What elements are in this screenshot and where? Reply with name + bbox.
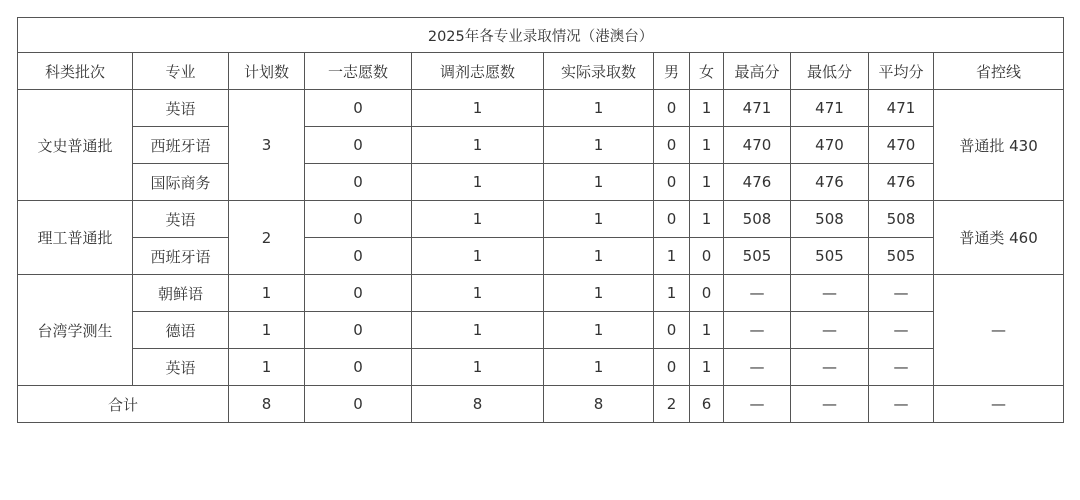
major-cell: 西班牙语 bbox=[133, 238, 229, 275]
avg-score-cell: 476 bbox=[869, 164, 934, 201]
male-cell: 0 bbox=[654, 312, 690, 349]
first-choice-cell: 0 bbox=[305, 90, 412, 127]
male-cell: 1 bbox=[654, 275, 690, 312]
adjusted-cell: 1 bbox=[412, 164, 544, 201]
female-cell: 0 bbox=[690, 238, 724, 275]
column-header: 计划数 bbox=[229, 53, 305, 90]
table-body bbox=[18, 18, 1064, 423]
total-control-line-cell: — bbox=[934, 386, 1064, 423]
avg-score-cell: — bbox=[869, 349, 934, 386]
adjusted-cell: 1 bbox=[412, 275, 544, 312]
column-header: 实际录取数 bbox=[544, 53, 654, 90]
first-choice-cell: 0 bbox=[305, 312, 412, 349]
control-line-cell: — bbox=[934, 275, 1064, 386]
male-cell: 0 bbox=[654, 164, 690, 201]
column-header: 平均分 bbox=[869, 53, 934, 90]
category-cell: 文史普通批 bbox=[18, 90, 133, 201]
avg-score-cell: — bbox=[869, 275, 934, 312]
avg-score-cell: 508 bbox=[869, 201, 934, 238]
min-score-cell: — bbox=[791, 312, 869, 349]
column-header: 男 bbox=[654, 53, 690, 90]
adjusted-cell: 1 bbox=[412, 127, 544, 164]
table-row bbox=[18, 201, 1064, 238]
adjusted-cell: 1 bbox=[412, 201, 544, 238]
max-score-cell: — bbox=[724, 312, 791, 349]
male-cell: 1 bbox=[654, 238, 690, 275]
table-title: 2025年各专业录取情况（港澳台） bbox=[18, 18, 1064, 53]
total-max-cell: — bbox=[724, 386, 791, 423]
major-cell: 德语 bbox=[133, 312, 229, 349]
table-row bbox=[18, 349, 1064, 386]
column-header: 女 bbox=[690, 53, 724, 90]
category-cell: 理工普通批 bbox=[18, 201, 133, 275]
avg-score-cell: 471 bbox=[869, 90, 934, 127]
max-score-cell: — bbox=[724, 349, 791, 386]
female-cell: 1 bbox=[690, 90, 724, 127]
admitted-cell: 1 bbox=[544, 201, 654, 238]
title-row bbox=[18, 18, 1064, 53]
total-avg-cell: — bbox=[869, 386, 934, 423]
adjusted-cell: 1 bbox=[412, 349, 544, 386]
total-row bbox=[18, 386, 1064, 423]
male-cell: 0 bbox=[654, 127, 690, 164]
max-score-cell: 508 bbox=[724, 201, 791, 238]
total-label-cell: 合计 bbox=[18, 386, 229, 423]
column-header: 省控线 bbox=[934, 53, 1064, 90]
plan-cell: 1 bbox=[229, 349, 305, 386]
female-cell: 1 bbox=[690, 312, 724, 349]
total-female-cell: 6 bbox=[690, 386, 724, 423]
table-row bbox=[18, 90, 1064, 127]
first-choice-cell: 0 bbox=[305, 164, 412, 201]
admitted-cell: 1 bbox=[544, 349, 654, 386]
header-row bbox=[18, 53, 1064, 90]
control-line-cell: 普通类 460 bbox=[934, 201, 1064, 275]
first-choice-cell: 0 bbox=[305, 238, 412, 275]
column-header: 最高分 bbox=[724, 53, 791, 90]
female-cell: 1 bbox=[690, 164, 724, 201]
major-cell: 英语 bbox=[133, 349, 229, 386]
major-cell: 西班牙语 bbox=[133, 127, 229, 164]
min-score-cell: 476 bbox=[791, 164, 869, 201]
major-cell: 英语 bbox=[133, 201, 229, 238]
admitted-cell: 1 bbox=[544, 312, 654, 349]
min-score-cell: 508 bbox=[791, 201, 869, 238]
column-header: 科类批次 bbox=[18, 53, 133, 90]
min-score-cell: 470 bbox=[791, 127, 869, 164]
category-cell: 台湾学测生 bbox=[18, 275, 133, 386]
min-score-cell: — bbox=[791, 275, 869, 312]
min-score-cell: 471 bbox=[791, 90, 869, 127]
total-male-cell: 2 bbox=[654, 386, 690, 423]
max-score-cell: 476 bbox=[724, 164, 791, 201]
column-header: 专业 bbox=[133, 53, 229, 90]
first-choice-cell: 0 bbox=[305, 275, 412, 312]
male-cell: 0 bbox=[654, 90, 690, 127]
female-cell: 1 bbox=[690, 201, 724, 238]
avg-score-cell: 505 bbox=[869, 238, 934, 275]
max-score-cell: — bbox=[724, 275, 791, 312]
max-score-cell: 505 bbox=[724, 238, 791, 275]
female-cell: 1 bbox=[690, 127, 724, 164]
first-choice-cell: 0 bbox=[305, 201, 412, 238]
total-first-choice-cell: 0 bbox=[305, 386, 412, 423]
adjusted-cell: 1 bbox=[412, 312, 544, 349]
male-cell: 0 bbox=[654, 201, 690, 238]
plan-cell: 1 bbox=[229, 312, 305, 349]
table-row bbox=[18, 127, 1064, 164]
plan-cell: 1 bbox=[229, 275, 305, 312]
avg-score-cell: 470 bbox=[869, 127, 934, 164]
admissions-table bbox=[17, 17, 1064, 423]
table-row bbox=[18, 238, 1064, 275]
female-cell: 0 bbox=[690, 275, 724, 312]
total-min-cell: — bbox=[791, 386, 869, 423]
total-adjusted-cell: 8 bbox=[412, 386, 544, 423]
column-header: 最低分 bbox=[791, 53, 869, 90]
max-score-cell: 470 bbox=[724, 127, 791, 164]
admitted-cell: 1 bbox=[544, 90, 654, 127]
major-cell: 英语 bbox=[133, 90, 229, 127]
table-row bbox=[18, 275, 1064, 312]
first-choice-cell: 0 bbox=[305, 349, 412, 386]
total-admitted-cell: 8 bbox=[544, 386, 654, 423]
plan-cell: 2 bbox=[229, 201, 305, 275]
first-choice-cell: 0 bbox=[305, 127, 412, 164]
admitted-cell: 1 bbox=[544, 127, 654, 164]
female-cell: 1 bbox=[690, 349, 724, 386]
admitted-cell: 1 bbox=[544, 275, 654, 312]
adjusted-cell: 1 bbox=[412, 238, 544, 275]
plan-cell: 3 bbox=[229, 90, 305, 201]
table-row bbox=[18, 164, 1064, 201]
avg-score-cell: — bbox=[869, 312, 934, 349]
male-cell: 0 bbox=[654, 349, 690, 386]
total-plan-cell: 8 bbox=[229, 386, 305, 423]
control-line-cell: 普通批 430 bbox=[934, 90, 1064, 201]
table-row bbox=[18, 312, 1064, 349]
major-cell: 国际商务 bbox=[133, 164, 229, 201]
max-score-cell: 471 bbox=[724, 90, 791, 127]
column-header: 调剂志愿数 bbox=[412, 53, 544, 90]
min-score-cell: 505 bbox=[791, 238, 869, 275]
admitted-cell: 1 bbox=[544, 164, 654, 201]
major-cell: 朝鲜语 bbox=[133, 275, 229, 312]
column-header: 一志愿数 bbox=[305, 53, 412, 90]
adjusted-cell: 1 bbox=[412, 90, 544, 127]
admitted-cell: 1 bbox=[544, 238, 654, 275]
min-score-cell: — bbox=[791, 349, 869, 386]
